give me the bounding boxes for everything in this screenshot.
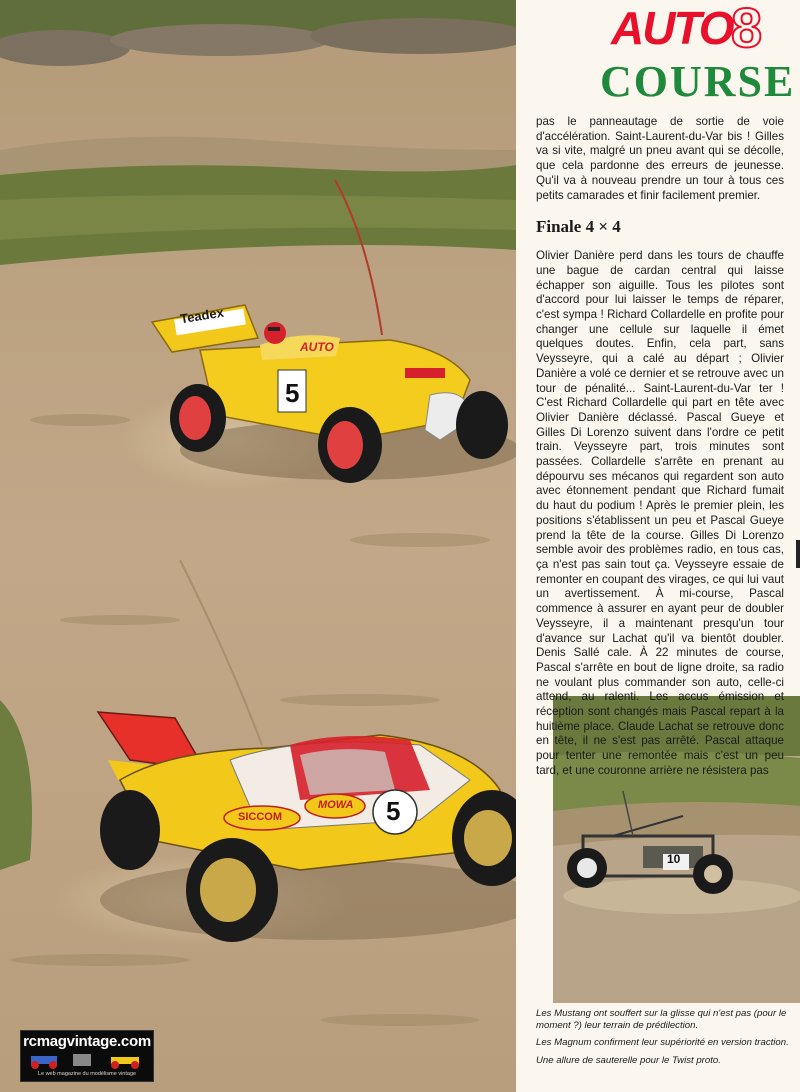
section-title: Finale 4 × 4 <box>536 217 621 237</box>
watermark-subtitle: Le web magazine du modélisme vintage <box>37 1071 137 1077</box>
article-column <box>536 115 784 779</box>
article-intro: pas le panneautage de sortie de voie d'accélération. Saint-Laurent-du-Var bis ! Gilles va si vite, malgré un pneu avant qui se décolle, que cela pardonne des erreurs de jeunesse. Qu'il va à nouveau prendre un tour à tous ces petits camarades et finir facilement premier. <box>536 115 784 202</box>
brand-number: 8 <box>731 0 763 59</box>
side-car-number: 10 <box>667 852 681 866</box>
top-car-wing-logo: Teadex <box>179 304 225 327</box>
bottom-car-side-logo-2: MOWA <box>318 799 354 811</box>
magazine-header <box>545 2 800 110</box>
brand-logo: AUTO <box>611 2 733 54</box>
article-body: Olivier Danière perd dans les tours de chauffe une bague de cardan central qui laisse échapper son aiguille. Tous les pilotes sont d'accord pour lui laisser le temps de réparer, c'est sympa ! Richard Collardelle en profite pour changer une cellule sur laquelle il émet quelques doutes. Enfin, cela part, sans Veysseyre, qui a calé au départ ; Olivier Danière a volé ce dernier et se retrouve avec un tour de pénalité... Saint-Laurent-du-Var ter ! C'est Richard Collardelle qui part en tête avec Olivier Danière déclassé. Pascal Gueye et Gilles Di Lorenzo suivent dans l'ordre ce petit train. Veysseyre part, trois minutes sont passées. Collardelle s'arrête en prenant au dépourvu ses mécanos qui regardent son auto avec étonnement pendant que Richard fumait du haut du podium ! Après le premier plein, les positions s'établissent un peu et Pascal Gueye prend la tête de la course. Gilles Di Lorenzo semble avoir des problèmes radio, en tous cas, ça n'est pas sain tout ça. Veysseyre essaie de remonter en coupant des virages, ce qui lui vaut un avertissement. À mi-course, Pascal commence à assurer en ayant peur de doubler Veysseyre, il a maintenant presqu'un tour d'avance sur Lachat qu'il va bientôt doubler. Denis Sallé cale. À 22 minutes de course, Pascal s'arrête en bout de ligne droite, sa radio ne voulant plus commander son auto, celle-ci attend, au ralenti. Les accus émission et réception sont changés mais Pascal repart à la huitième place. Claude Lachat se retrouve donc en tête, il ne s'est pas arrêté. Pascal attaque pour tenter une remontée mais c'est un peu tard, et une couronne arrière ne résistera pas <box>536 249 784 777</box>
bottom-car-side-logo-1: SICCOM <box>238 811 282 823</box>
section-heading: COURSE <box>600 57 796 106</box>
photo-captions <box>536 1008 791 1072</box>
watermark-title: rcmagvintage.com <box>23 1033 151 1050</box>
caption-mustang: Les Mustang ont souffert sur la glisse qui n'est pas (pour le moment ?) leur terrain de prédilection. <box>536 1008 787 1031</box>
caption-magnum: Les Magnum confirment leur supériorité en version traction. <box>536 1037 789 1048</box>
top-car-hood-logo: AUTO <box>300 340 334 354</box>
top-car-number: 5 <box>285 378 300 408</box>
caption-twist: Une allure de sauterelle pour le Twist proto. <box>536 1054 721 1066</box>
page-edge-tab <box>796 540 800 568</box>
watermark-car-icons <box>25 1050 149 1070</box>
bottom-car-number: 5 <box>386 796 401 826</box>
watermark-badge <box>20 1030 154 1082</box>
